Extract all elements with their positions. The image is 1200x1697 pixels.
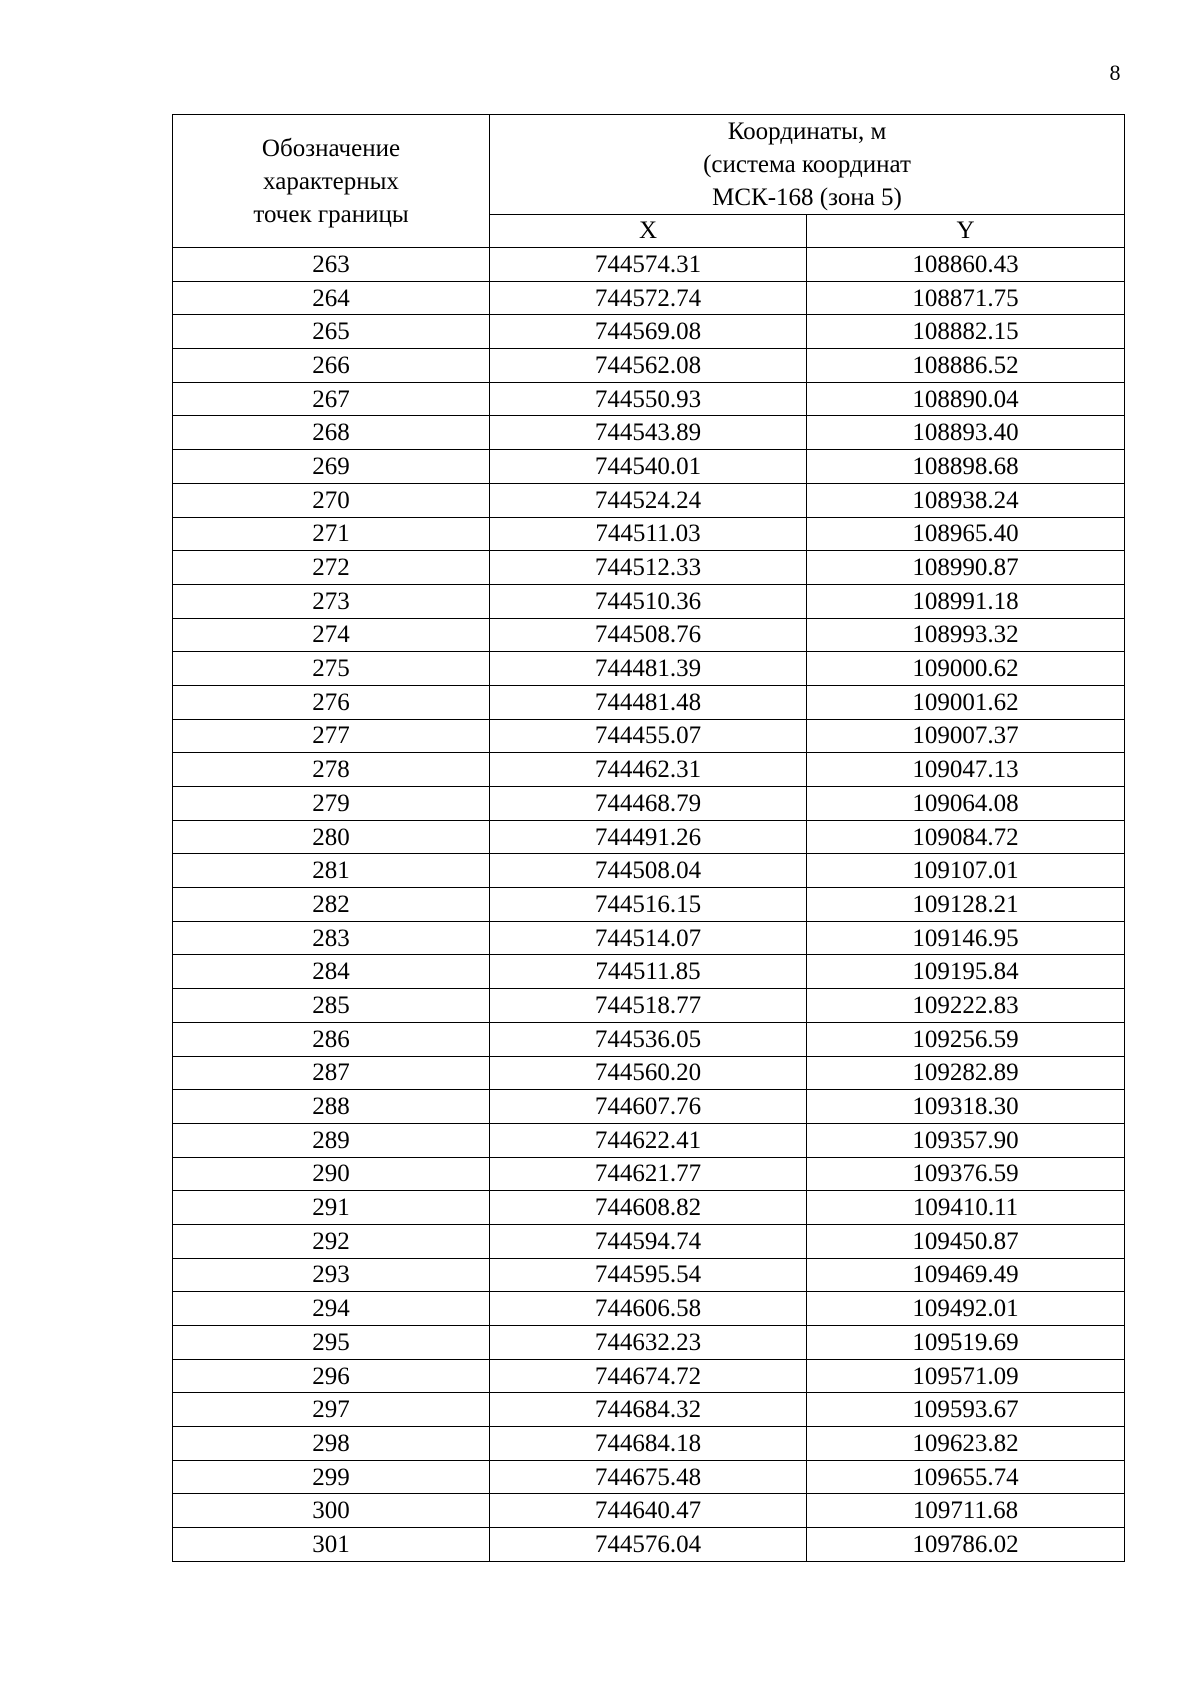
table-row	[173, 1090, 1125, 1124]
y-coordinate-cell: 109711.68	[807, 1494, 1125, 1528]
table-row	[173, 1393, 1125, 1427]
designation-header-line-1: Обозначение	[261, 134, 401, 162]
y-coordinate-cell: 108965.40	[807, 517, 1125, 551]
y-coordinate-cell: 109084.72	[807, 820, 1125, 854]
point-number-cell: 263	[173, 248, 490, 282]
x-coordinate-cell: 744622.41	[490, 1123, 807, 1157]
table-row	[173, 854, 1125, 888]
point-number-cell: 267	[173, 382, 490, 416]
x-coordinate-cell: 744684.32	[490, 1393, 807, 1427]
designation-header-line-3: точек границы	[253, 200, 409, 228]
x-coordinate-cell: 744576.04	[490, 1528, 807, 1562]
x-coordinate-cell: 744491.26	[490, 820, 807, 854]
x-coordinate-cell: 744569.08	[490, 315, 807, 349]
x-coordinate-cell: 744606.58	[490, 1292, 807, 1326]
point-number-cell: 290	[173, 1157, 490, 1191]
y-coordinate-cell: 109623.82	[807, 1427, 1125, 1461]
point-number-cell: 264	[173, 281, 490, 315]
y-coordinate-cell: 109519.69	[807, 1326, 1125, 1360]
y-coordinate-cell: 109318.30	[807, 1090, 1125, 1124]
point-number-cell: 281	[173, 854, 490, 888]
x-coordinate-cell: 744594.74	[490, 1224, 807, 1258]
x-coordinate-cell: 744572.74	[490, 281, 807, 315]
table-row	[173, 483, 1125, 517]
table-row	[173, 1528, 1125, 1562]
y-coordinate-cell: 109222.83	[807, 989, 1125, 1023]
x-coordinate-cell: 744607.76	[490, 1090, 807, 1124]
point-number-cell: 285	[173, 989, 490, 1023]
table-row	[173, 1191, 1125, 1225]
x-coordinate-cell: 744508.04	[490, 854, 807, 888]
point-number-cell: 289	[173, 1123, 490, 1157]
x-coordinate-cell: 744518.77	[490, 989, 807, 1023]
point-number-cell: 300	[173, 1494, 490, 1528]
page-number: 8	[1109, 60, 1121, 85]
table-row	[173, 1292, 1125, 1326]
x-coordinate-cell: 744608.82	[490, 1191, 807, 1225]
x-coordinate-cell: 744508.76	[490, 618, 807, 652]
y-coordinate-cell: 109107.01	[807, 854, 1125, 888]
point-number-cell: 278	[173, 753, 490, 787]
table-row	[173, 1460, 1125, 1494]
y-coordinate-cell: 109256.59	[807, 1022, 1125, 1056]
point-number-cell: 301	[173, 1528, 490, 1562]
table-row	[173, 787, 1125, 821]
y-coordinate-cell: 108991.18	[807, 584, 1125, 618]
x-coordinate-cell: 744543.89	[490, 416, 807, 450]
y-coordinate-cell: 108938.24	[807, 483, 1125, 517]
x-coordinate-cell: 744640.47	[490, 1494, 807, 1528]
table-row	[173, 517, 1125, 551]
coordinates-header	[490, 115, 1125, 215]
point-number-cell: 295	[173, 1326, 490, 1360]
table-row	[173, 1157, 1125, 1191]
x-coordinate-cell: 744684.18	[490, 1427, 807, 1461]
x-coordinate-cell: 744462.31	[490, 753, 807, 787]
x-coordinate-cell: 744514.07	[490, 921, 807, 955]
header-row-top	[173, 115, 1125, 215]
y-coordinate-cell: 108890.04	[807, 382, 1125, 416]
table-row	[173, 820, 1125, 854]
y-coordinate-cell: 109593.67	[807, 1393, 1125, 1427]
y-coordinate-cell: 108993.32	[807, 618, 1125, 652]
table-row	[173, 315, 1125, 349]
table-row	[173, 989, 1125, 1023]
table-header	[173, 115, 1125, 248]
table-row	[173, 416, 1125, 450]
point-number-cell: 279	[173, 787, 490, 821]
y-coordinate-cell: 109655.74	[807, 1460, 1125, 1494]
x-coordinate-cell: 744481.48	[490, 685, 807, 719]
point-number-cell: 265	[173, 315, 490, 349]
y-coordinate-cell: 109195.84	[807, 955, 1125, 989]
x-coordinate-cell: 744574.31	[490, 248, 807, 282]
coordinates-table	[172, 114, 1125, 1562]
x-coordinate-cell: 744481.39	[490, 652, 807, 686]
point-number-cell: 296	[173, 1359, 490, 1393]
table-row	[173, 1427, 1125, 1461]
table-row	[173, 652, 1125, 686]
designation-header-line-2: характерных	[263, 167, 399, 195]
point-number-cell: 284	[173, 955, 490, 989]
table-row	[173, 685, 1125, 719]
y-coordinate-cell: 109357.90	[807, 1123, 1125, 1157]
table-row	[173, 382, 1125, 416]
y-coordinate-cell: 109376.59	[807, 1157, 1125, 1191]
point-number-cell: 293	[173, 1258, 490, 1292]
table-row	[173, 921, 1125, 955]
y-coordinate-cell: 109410.11	[807, 1191, 1125, 1225]
y-coordinate-cell: 109007.37	[807, 719, 1125, 753]
point-number-cell: 271	[173, 517, 490, 551]
y-coordinate-cell: 108871.75	[807, 281, 1125, 315]
x-coordinate-cell: 744524.24	[490, 483, 807, 517]
y-coordinate-cell: 108886.52	[807, 349, 1125, 383]
point-number-cell: 292	[173, 1224, 490, 1258]
table-row	[173, 955, 1125, 989]
x-coordinate-cell: 744511.03	[490, 517, 807, 551]
coordinates-header-line-3: МСК-168 (зона 5)	[712, 184, 902, 211]
table-row	[173, 1224, 1125, 1258]
table-row	[173, 1359, 1125, 1393]
point-number-cell: 272	[173, 551, 490, 585]
y-column-header: Y	[807, 215, 1125, 248]
y-coordinate-cell: 109128.21	[807, 888, 1125, 922]
coordinates-header-line-1: Координаты, м	[727, 118, 887, 145]
x-coordinate-cell: 744510.36	[490, 584, 807, 618]
point-number-cell: 268	[173, 416, 490, 450]
point-number-cell: 280	[173, 820, 490, 854]
y-coordinate-cell: 109001.62	[807, 685, 1125, 719]
x-column-header: X	[490, 215, 807, 248]
x-coordinate-cell: 744468.79	[490, 787, 807, 821]
point-number-cell: 269	[173, 450, 490, 484]
y-coordinate-cell: 109469.49	[807, 1258, 1125, 1292]
point-number-cell: 282	[173, 888, 490, 922]
x-coordinate-cell: 744511.85	[490, 955, 807, 989]
point-number-cell: 283	[173, 921, 490, 955]
point-number-cell: 288	[173, 1090, 490, 1124]
y-coordinate-cell: 109492.01	[807, 1292, 1125, 1326]
table-row	[173, 248, 1125, 282]
coordinates-header-line-2: (система координат	[703, 151, 911, 178]
table-row	[173, 349, 1125, 383]
y-coordinate-cell: 109786.02	[807, 1528, 1125, 1562]
point-number-cell: 277	[173, 719, 490, 753]
table-row	[173, 1056, 1125, 1090]
y-coordinate-cell: 109146.95	[807, 921, 1125, 955]
x-coordinate-cell: 744595.54	[490, 1258, 807, 1292]
y-coordinate-cell: 109000.62	[807, 652, 1125, 686]
y-coordinate-cell: 108860.43	[807, 248, 1125, 282]
table-body	[173, 248, 1125, 1562]
table-row	[173, 450, 1125, 484]
point-number-cell: 291	[173, 1191, 490, 1225]
x-coordinate-cell: 744560.20	[490, 1056, 807, 1090]
x-coordinate-cell: 744621.77	[490, 1157, 807, 1191]
y-coordinate-cell: 109450.87	[807, 1224, 1125, 1258]
point-number-cell: 274	[173, 618, 490, 652]
x-coordinate-cell: 744632.23	[490, 1326, 807, 1360]
x-coordinate-cell: 744674.72	[490, 1359, 807, 1393]
table-row	[173, 584, 1125, 618]
point-number-cell: 287	[173, 1056, 490, 1090]
point-number-cell: 298	[173, 1427, 490, 1461]
y-coordinate-cell: 108893.40	[807, 416, 1125, 450]
point-number-cell: 273	[173, 584, 490, 618]
x-coordinate-cell: 744562.08	[490, 349, 807, 383]
table-row	[173, 1494, 1125, 1528]
point-number-cell: 297	[173, 1393, 490, 1427]
point-number-cell: 266	[173, 349, 490, 383]
y-coordinate-cell: 109047.13	[807, 753, 1125, 787]
x-coordinate-cell: 744536.05	[490, 1022, 807, 1056]
y-coordinate-cell: 109064.08	[807, 787, 1125, 821]
y-coordinate-cell: 109571.09	[807, 1359, 1125, 1393]
point-number-cell: 275	[173, 652, 490, 686]
point-number-cell: 299	[173, 1460, 490, 1494]
table-row	[173, 551, 1125, 585]
designation-header	[173, 115, 490, 248]
point-number-cell: 294	[173, 1292, 490, 1326]
table-row	[173, 281, 1125, 315]
x-coordinate-cell: 744512.33	[490, 551, 807, 585]
x-coordinate-cell: 744550.93	[490, 382, 807, 416]
table-row	[173, 1326, 1125, 1360]
y-coordinate-cell: 109282.89	[807, 1056, 1125, 1090]
point-number-cell: 270	[173, 483, 490, 517]
table-row	[173, 618, 1125, 652]
y-coordinate-cell: 108990.87	[807, 551, 1125, 585]
table-row	[173, 888, 1125, 922]
y-coordinate-cell: 108898.68	[807, 450, 1125, 484]
x-coordinate-cell: 744455.07	[490, 719, 807, 753]
table-row	[173, 1258, 1125, 1292]
x-coordinate-cell: 744516.15	[490, 888, 807, 922]
x-coordinate-cell: 744675.48	[490, 1460, 807, 1494]
table-row	[173, 1123, 1125, 1157]
table-row	[173, 719, 1125, 753]
point-number-cell: 276	[173, 685, 490, 719]
table-row	[173, 753, 1125, 787]
point-number-cell: 286	[173, 1022, 490, 1056]
y-coordinate-cell: 108882.15	[807, 315, 1125, 349]
x-coordinate-cell: 744540.01	[490, 450, 807, 484]
table-row	[173, 1022, 1125, 1056]
